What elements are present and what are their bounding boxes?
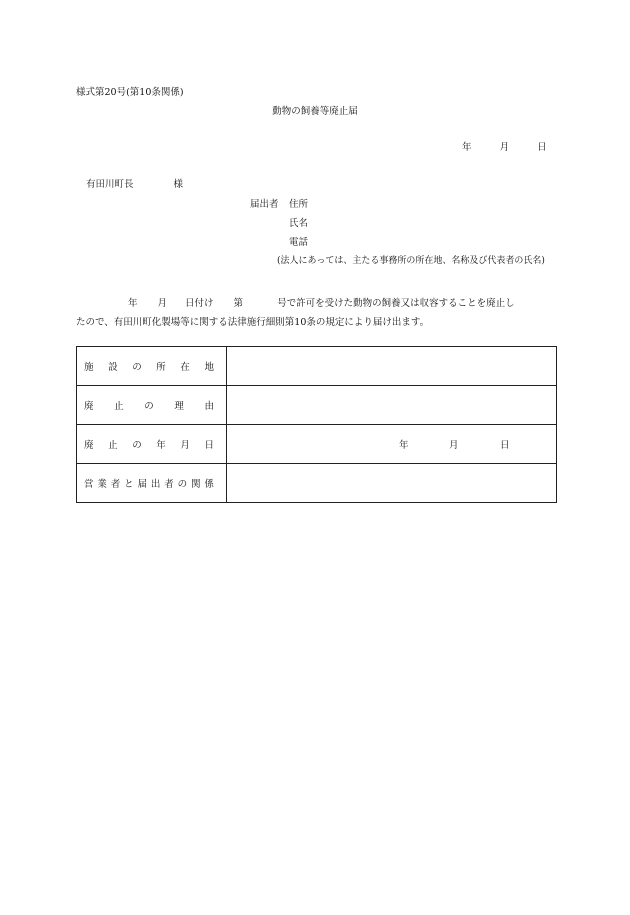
applicant-label: 届出者 [250, 199, 279, 210]
document-title: 動物の飼養等廃止届 [272, 106, 358, 117]
reason-field[interactable] [227, 386, 557, 425]
date-month: 月 [499, 142, 510, 153]
applicant-name-label: 氏名 [289, 218, 309, 229]
table-row [77, 425, 557, 464]
addressee-name: 有田川町長 [86, 179, 134, 190]
relationship-field[interactable] [227, 464, 557, 503]
row-label-reason: 廃 止 の 理 由 [84, 401, 214, 412]
addressee-honorific: 様 [173, 179, 184, 190]
abolition-month: 月 [449, 440, 459, 451]
table-row [77, 386, 557, 425]
applicant-address-label: 住所 [289, 199, 309, 210]
table-row [77, 347, 557, 386]
applicant-phone-label: 電話 [289, 237, 309, 248]
row-label-relationship: 営 業 者 と 届 出 者 の 関 係 [84, 479, 214, 490]
abolition-date-field[interactable] [227, 425, 557, 464]
date-day: 日 [537, 142, 547, 153]
abolition-year: 年 [399, 440, 409, 451]
date-year: 年 [462, 142, 472, 153]
body-dai: 第 [233, 298, 244, 309]
facility-location-field[interactable] [227, 347, 557, 386]
row-label-facility-location: 施 設 の 所 在 地 [84, 362, 214, 373]
body-year: 年 [128, 298, 138, 309]
abolition-day: 日 [500, 440, 510, 451]
form-number: 様式第20号(第10条関係) [76, 87, 184, 98]
corporate-note: (法人にあっては、主たる事務所の所在地、名称及び代表者の氏名) [277, 256, 545, 266]
form-table [76, 346, 557, 503]
addressee [86, 180, 183, 190]
submission-date [462, 143, 547, 153]
body-line1-rest: 号で許可を受けた動物の飼養又は収容することを廃止し [277, 298, 515, 309]
row-label-abolition-date: 廃 止 の 年 月 日 [84, 440, 214, 451]
body-month: 月 [157, 298, 168, 309]
declaration-text [76, 294, 557, 332]
body-line2: たので、有田川町化製場等に関する法律施行細則第10条の規定により届け出ます。 [76, 317, 430, 328]
table-row [77, 464, 557, 503]
body-day-dated: 日付け [185, 298, 214, 309]
